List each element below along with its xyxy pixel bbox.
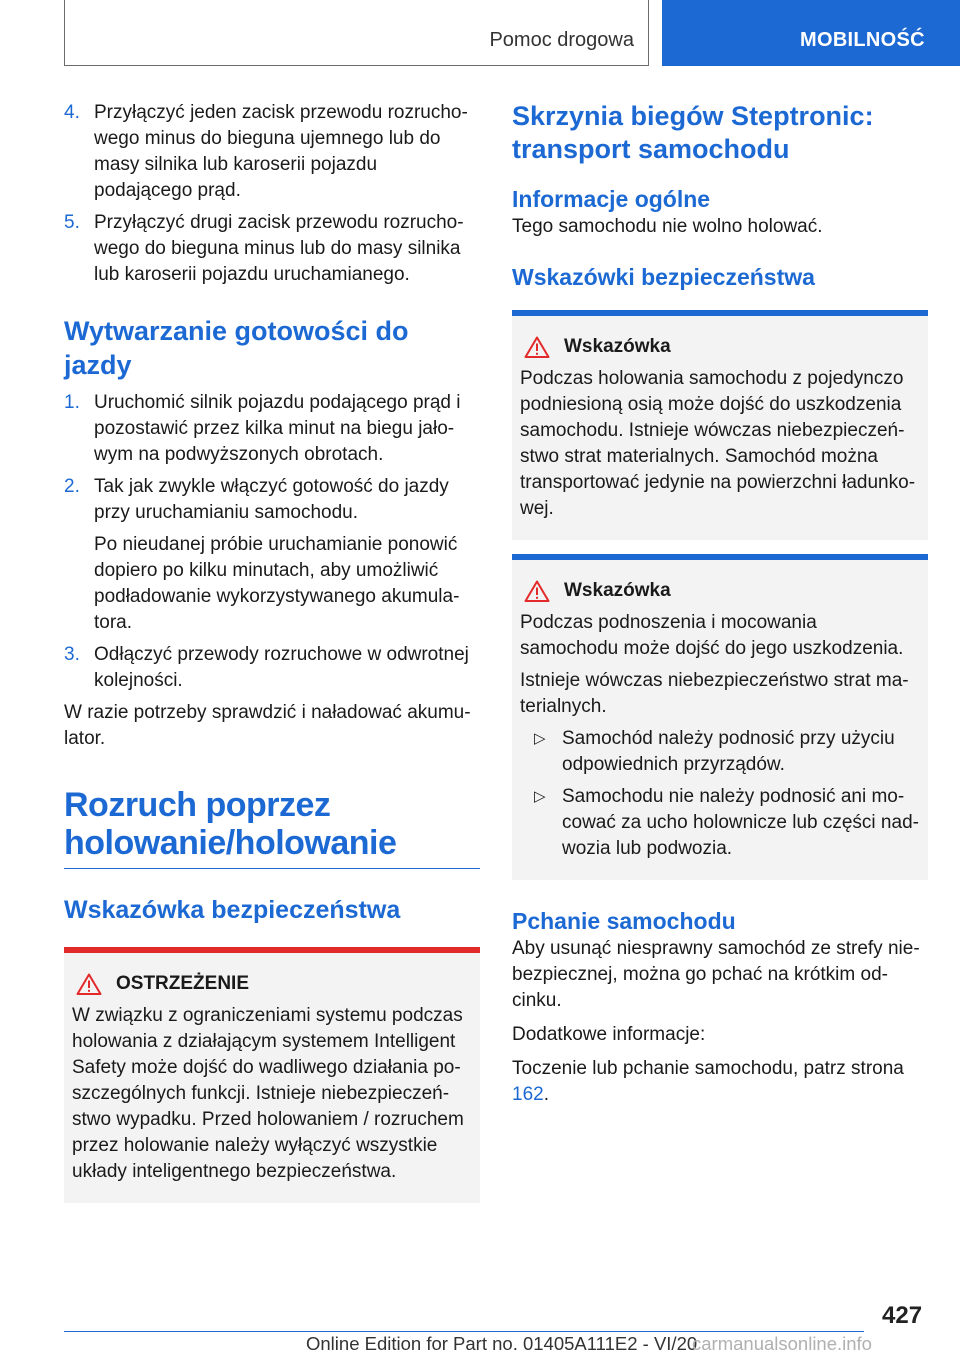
- list-number: 3.: [64, 644, 80, 665]
- page-number: 427: [882, 1302, 923, 1329]
- list-number: 5.: [64, 212, 80, 233]
- warning-box: [64, 947, 480, 1203]
- header-chapter-title: MOBILNOŚĆ: [800, 29, 925, 51]
- note-text-2: Istnieje wówczas niebezpieczeństwo strat materialnych.: [520, 670, 909, 717]
- heading-tow-start: [64, 786, 480, 869]
- warning-title-row: [72, 971, 472, 997]
- warning-text: W związku z ograniczeniami systemu podczas holowania z działającym systemem Intelligent Safety może dojść do wadliwego działania poszczególnych funkcji. Istnieje niebezpieczeństwo wypadku. Przed holowaniem / rozruchem przez holowanie należy wyłączyć wszystkie układy inteligentnego bezpieczeństwa.: [72, 1005, 464, 1182]
- heading-general-info: Informacje ogólne: [512, 186, 711, 212]
- heading-steptronic-transport: Skrzynia biegów Steptronic: transport samochodu: [512, 101, 874, 164]
- ready-steps-list: [64, 390, 480, 694]
- list-subparagraph: Po nieudanej próbie uruchamianie ponowić dopiero po kilku minutach, aby umożliwić podładowanie wykorzystywanego akumulatora.: [94, 534, 460, 633]
- heading-tow-start-line1: Rozruch poprzez: [64, 786, 331, 824]
- warning-title: OSTRZEŻENIE: [116, 973, 250, 994]
- note-title: Wskazówka: [564, 336, 671, 357]
- list-item: [520, 784, 920, 862]
- bullet-text: Samochód należy podnosić przy użyciu odpowiednich przyrządów.: [562, 728, 895, 775]
- battery-check-paragraph: W razie potrzeby sprawdzić i naładować akumulator.: [64, 702, 471, 749]
- list-text: Przyłączyć drugi zacisk przewodu rozruchowego do bieguna minus lub do masy silnika lub karoserii pojazdu uruchamianego.: [94, 212, 464, 285]
- watermark: carmanualsonline.info: [692, 1333, 872, 1354]
- list-text: Tak jak zwykle włączyć gotowość do jazdy przy uruchamianiu samochodu.: [94, 476, 449, 523]
- list-item: [64, 390, 480, 468]
- header-section-box: [64, 0, 649, 66]
- list-number: 1.: [64, 392, 80, 413]
- note-title: Wskazówka: [564, 580, 671, 601]
- heading-ready-to-drive: Wytwarzanie gotowości do jazdy: [64, 316, 409, 380]
- bullet-triangle-icon: ▷: [534, 788, 546, 805]
- note-title-row: [520, 334, 920, 360]
- list-text: Uruchomić silnik pojazdu podającego prąd i pozostawić przez kilka minut na biegu jałowym na podwyższonych obrotach.: [94, 392, 461, 465]
- left-column: [64, 100, 480, 1203]
- heading-tow-start-line2: holowanie/holowanie: [64, 824, 397, 862]
- warning-triangle-icon: [76, 973, 102, 995]
- list-item: [64, 642, 480, 694]
- page-reference-link[interactable]: 162: [512, 1084, 544, 1105]
- note-box-1: [512, 310, 928, 540]
- reference-paragraph: [512, 1056, 928, 1108]
- list-item: [64, 474, 480, 636]
- heading-pushing: Pchanie samochodu: [512, 908, 736, 934]
- warning-triangle-icon: [524, 336, 550, 358]
- reference-end: .: [543, 1084, 549, 1105]
- list-item: [520, 726, 920, 778]
- note-text: Podczas holowania samochodu z pojedynczo podniesioną osią może dojść do uszkodzenia samochodu. Istnieje wówczas niebezpieczeństwo strat materialnych. Samochód można transportować jedynie na powierzchni ładunkowej.: [520, 368, 916, 519]
- warning-triangle-icon: [524, 580, 550, 602]
- list-text: Odłączyć przewody rozruchowe w odwrotnej kolejności.: [94, 644, 469, 691]
- list-item: [64, 100, 480, 204]
- bullet-text: Samochodu nie należy podnosić ani mocować za ucho holownicze lub części nadwozia lub podwozia.: [562, 786, 919, 859]
- footer-rule: [64, 1331, 864, 1332]
- list-text: Przyłączyć jeden zacisk przewodu rozruchowego minus do bieguna ujemnego lub do masy silnika lub karoserii pojazdu podającego prąd.: [94, 102, 468, 201]
- list-number: 4.: [64, 102, 80, 123]
- note-text-1: Podczas podnoszenia i mocowania samochodu może dojść do jego uszkodzenia.: [520, 612, 904, 659]
- heading-safety-tips: Wskazówki bezpieczeństwa: [512, 264, 815, 290]
- note-bullet-list: [520, 726, 920, 862]
- general-info-text: Tego samochodu nie wolno holować.: [512, 216, 823, 237]
- footer-edition: Online Edition for Part no. 01405A111E2 - VI/20: [306, 1333, 698, 1354]
- list-item: [64, 210, 480, 288]
- heading-safety-note: Wskazówka bezpieczeństwa: [64, 896, 401, 924]
- header-section-title: Pomoc drogowa: [489, 29, 634, 51]
- bullet-triangle-icon: ▷: [534, 730, 546, 747]
- jumpstart-steps-list: [64, 100, 480, 288]
- reference-text: Toczenie lub pchanie samochodu, patrz strona: [512, 1058, 904, 1079]
- pushing-text: Aby usunąć niesprawny samochód ze strefy niebezpiecznej, można go pchać na krótkim odcinku.: [512, 938, 920, 1011]
- note-box-2: [512, 554, 928, 880]
- extra-info-label: Dodatkowe informacje:: [512, 1024, 706, 1045]
- right-column: [512, 100, 928, 1108]
- note-title-row: [520, 578, 920, 604]
- header-chapter-tab: [662, 0, 960, 66]
- list-number: 2.: [64, 476, 80, 497]
